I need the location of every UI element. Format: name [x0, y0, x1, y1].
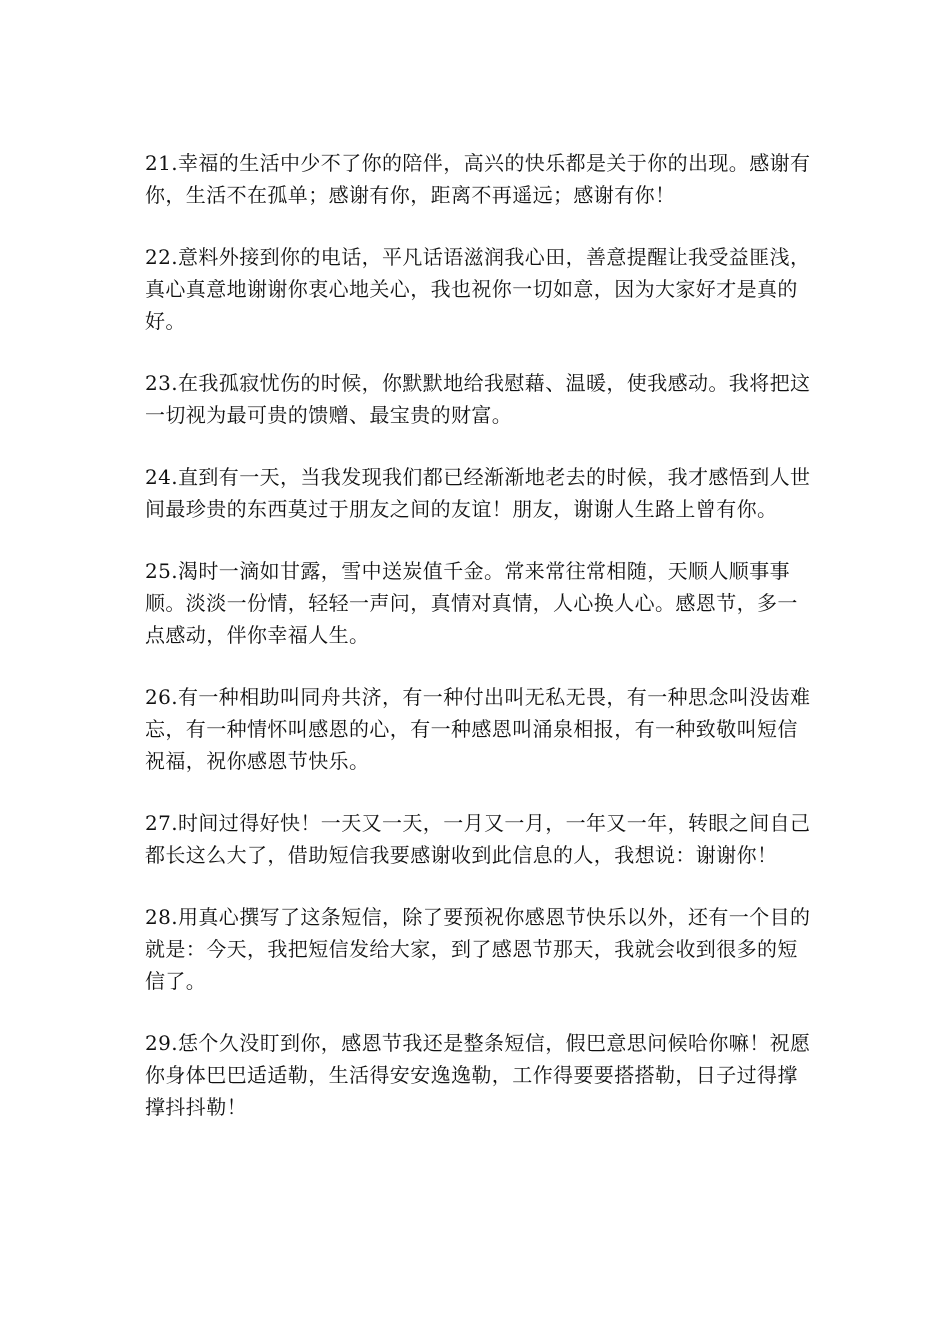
paragraph-23: 23.在我孤寂忧伤的时候，你默默地给我慰藉、温暖，使我感动。我将把这一切视为最可贵的馈赠、最宝贵的财富。 [145, 371, 811, 427]
document-body [145, 147, 815, 1153]
paragraph-29: 29.恁个久没盯到你，感恩节我还是整条短信，假巴意思问候哈你嘛！祝愿你身体巴巴适适勒，生活得安安逸逸勒，工作得要要搭搭勒，日子过得撑撑抖抖勒！ [145, 1031, 811, 1119]
paragraph-27: 27.时间过得好快！一天又一天，一月又一月，一年又一年，转眼之间自己都长这么大了，借助短信我要感谢收到此信息的人，我想说：谢谢你！ [145, 811, 811, 867]
paragraph-26: 26.有一种相助叫同舟共济，有一种付出叫无私无畏，有一种思念叫没齿难忘，有一种情怀叫感恩的心，有一种感恩叫涌泉相报，有一种致敬叫短信祝福，祝你感恩节快乐。 [145, 685, 811, 773]
paragraph-21: 21.幸福的生活中少不了你的陪伴，高兴的快乐都是关于你的出现。感谢有你，生活不在孤单；感谢有你，距离不再遥远；感谢有你！ [145, 151, 811, 207]
paragraph-22: 22.意料外接到你的电话，平凡话语滋润我心田，善意提醒让我受益匪浅，真心真意地谢谢你衷心地关心，我也祝你一切如意，因为大家好才是真的好。 [145, 245, 811, 333]
paragraph-24: 24.直到有一天，当我发现我们都已经渐渐地老去的时候，我才感悟到人世间最珍贵的东西莫过于朋友之间的友谊！朋友，谢谢人生路上曾有你。 [145, 465, 811, 521]
paragraph-28: 28.用真心撰写了这条短信，除了要预祝你感恩节快乐以外，还有一个目的就是：今天，我把短信发给大家，到了感恩节那天，我就会收到很多的短信了。 [145, 905, 811, 993]
paragraph-25: 25.渴时一滴如甘露，雪中送炭值千金。常来常往常相随，天顺人顺事事顺。淡淡一份情，轻轻一声问，真情对真情，人心换人心。感恩节，多一点感动，伴你幸福人生。 [145, 559, 798, 647]
